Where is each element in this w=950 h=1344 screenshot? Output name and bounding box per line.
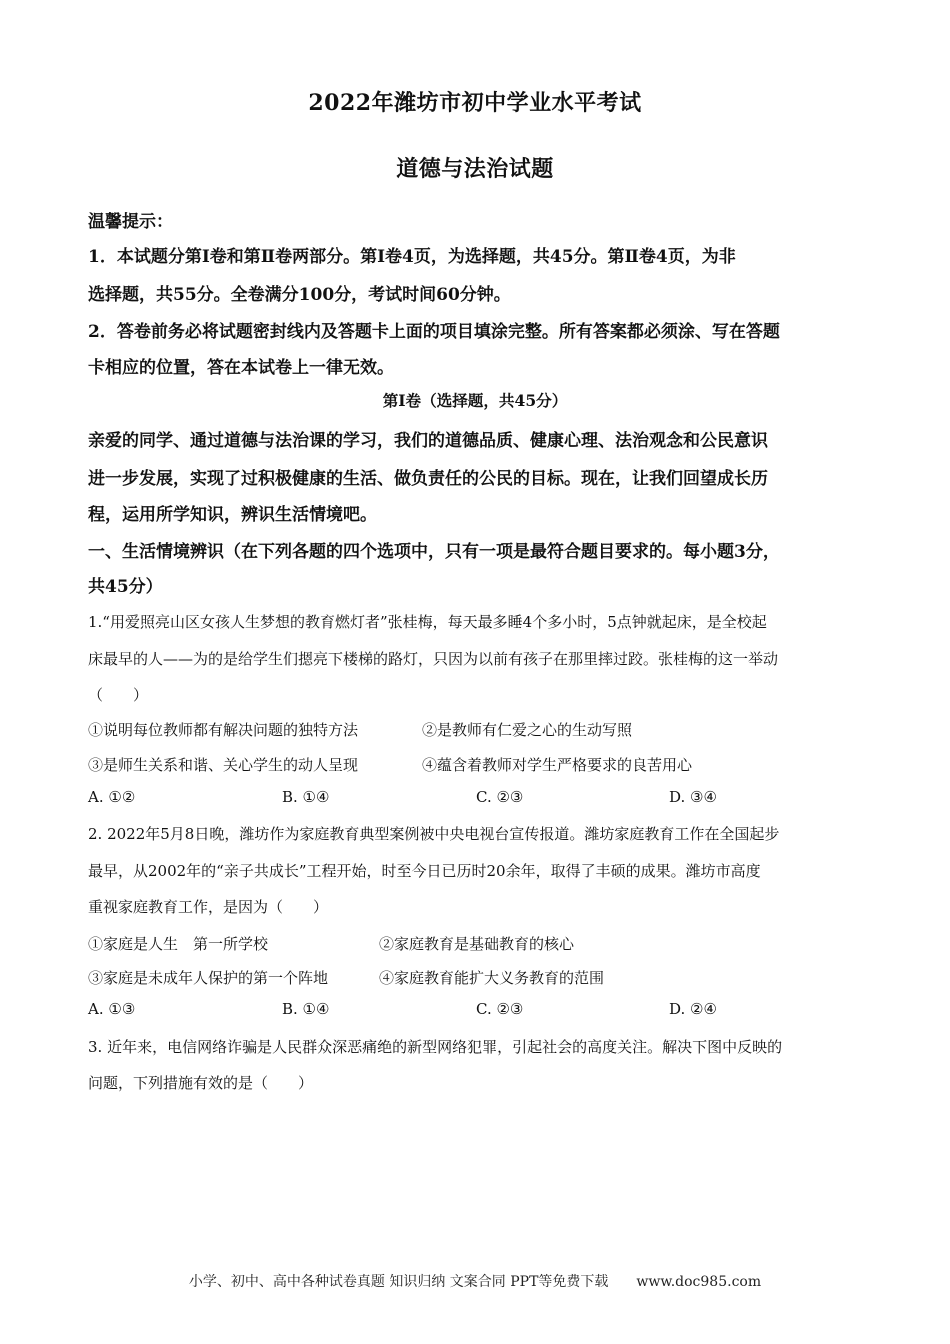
q1-answer-blank: （ ） xyxy=(88,686,149,704)
q2-stem-line-1: 2. 2022年5月8日晚，潍坊作为家庭教育典型案例被中央电视台宣传报道。潍坊家庭教育工作在全国起步 xyxy=(88,825,780,843)
page-footer xyxy=(0,1271,950,1291)
q2-option-c: C. ②③ xyxy=(476,1000,524,1018)
part-heading-line-2: 共45分） xyxy=(88,577,163,597)
tip-1-line-1: 1．本试题分第Ⅰ卷和第Ⅱ卷两部分。第Ⅰ卷4页，为选择题，共45分。第Ⅱ卷4页，为非 xyxy=(88,247,736,267)
q1-option-d: D. ③④ xyxy=(669,788,717,806)
q2-option-a: A. ①③ xyxy=(88,1000,136,1018)
intro-line-3: 程，运用所学知识，辨识生活情境吧。 xyxy=(88,505,377,525)
q1-option-b: B. ①④ xyxy=(282,788,330,806)
q1-statement-1: ①说明每位教师都有解决问题的独特方法 xyxy=(88,721,359,739)
q1-option-c: C. ②③ xyxy=(476,788,524,806)
intro-line-1: 亲爱的同学、通过道德与法治课的学习，我们的道德品质、健康心理、法治观念和公民意识 xyxy=(88,431,768,451)
q2-statement-3: ③家庭是未成年人保护的第一个阵地 xyxy=(88,969,329,987)
exam-subject: 道德与法治试题 xyxy=(396,156,554,182)
q3-stem-line-1: 3. 近年来，电信网络诈骗是人民群众深恶痛绝的新型网络犯罪，引起社会的高度关注。解决下图中反映的 xyxy=(88,1038,783,1056)
tip-1-line-2: 选择题，共55分。全卷满分100分，考试时间60分钟。 xyxy=(88,285,511,305)
exam-title: 2022年潍坊市初中学业水平考试 xyxy=(308,90,642,116)
section-heading: 第Ⅰ卷（选择题，共45分） xyxy=(382,391,568,410)
tip-2-line-2: 卡相应的位置，答在本试卷上一律无效。 xyxy=(88,358,394,378)
q2-stem-line-2: 最早，从2002年的“亲子共成长”工程开始，时至今日已历时20余年，取得了丰硕的成果。潍坊市高度 xyxy=(88,862,761,880)
tips-heading: 温馨提示： xyxy=(88,212,173,232)
intro-line-2: 进一步发展，实现了过积极健康的生活、做负责任的公民的目标。现在，让我们回望成长历 xyxy=(88,469,768,489)
q1-statement-2: ②是教师有仁爱之心的生动写照 xyxy=(422,721,633,739)
q2-statement-4: ④家庭教育能扩大义务教育的范围 xyxy=(379,969,605,987)
q2-stem-line-3: 重视家庭教育工作，是因为（ ） xyxy=(88,898,329,916)
tip-2-line-1: 2．答卷前务必将试题密封线内及答题卡上面的项目填涂完整。所有答案都必须涂、写在答题 xyxy=(88,322,780,342)
q1-stem-line-1: 1.“用爱照亮山区女孩人生梦想的教育燃灯者”张桂梅，每天最多睡4个多小时，5点钟就起床，是全校起 xyxy=(88,613,767,631)
part-heading-line-1: 一、生活情境辨识（在下列各题的四个选项中，只有一项是最符合题目要求的。每小题3分， xyxy=(88,542,780,562)
q1-statement-3: ③是师生关系和谐、关心学生的动人呈现 xyxy=(88,756,359,774)
q2-option-d: D. ②④ xyxy=(669,1000,717,1018)
q1-option-a: A. ①② xyxy=(88,788,136,806)
q1-statement-4: ④蕴含着教师对学生严格要求的良苦用心 xyxy=(422,756,693,774)
q3-stem-line-2: 问题，下列措施有效的是（ ） xyxy=(88,1074,314,1092)
q1-stem-line-2: 床最早的人——为的是给学生们摁亮下楼梯的路灯，只因为以前有孩子在那里摔过跤。张桂梅的这一举动 xyxy=(88,650,779,668)
q2-option-b: B. ①④ xyxy=(282,1000,330,1018)
footer-text: 小学、初中、高中各种试卷真题 知识归纳 文案合同 PPT等免费下载 xyxy=(188,1274,609,1290)
footer-link[interactable]: www.doc985.com xyxy=(636,1274,762,1290)
q2-statement-2: ②家庭教育是基础教育的核心 xyxy=(379,935,575,953)
q2-statement-1: ①家庭是人生 第一所学校 xyxy=(88,935,269,953)
